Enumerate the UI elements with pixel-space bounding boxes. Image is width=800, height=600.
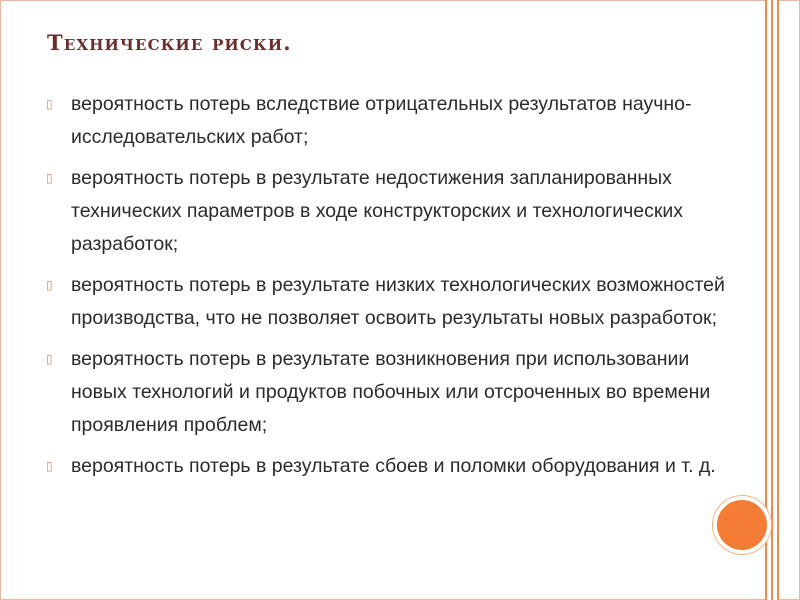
list-item-text: вероятность потерь в результате недостижения запланированных технических параметров в ходе конструкторских и технологических разработок; — [71, 167, 684, 255]
bullet-icon: ▯ — [46, 97, 53, 111]
right-decor-line-right — [777, 0, 779, 600]
list-item-text: вероятность потерь вследствие отрицательных результатов научно-исследовательских работ; — [71, 93, 692, 148]
list-item — [46, 450, 746, 483]
list-item — [46, 88, 746, 154]
list-item-text: вероятность потерь в результате возникновения при использовании новых технологий и продуктов побочных или отсроченных во времени проявления проблем; — [71, 348, 711, 436]
list-item — [46, 269, 746, 335]
list-item-text: вероятность потерь в результате сбоев и поломки оборудования и т. д. — [71, 455, 716, 477]
bullet-icon: ▯ — [46, 352, 53, 366]
bullet-icon: ▯ — [46, 278, 53, 292]
bullet-list — [46, 88, 746, 491]
slide-title: Технические риски. — [47, 30, 292, 55]
bullet-icon: ▯ — [46, 459, 53, 473]
right-decor-line-middle — [771, 0, 773, 600]
decorative-circle — [713, 496, 771, 554]
list-item — [46, 343, 746, 442]
list-item — [46, 162, 746, 261]
bullet-icon: ▯ — [46, 171, 53, 185]
list-item-text: вероятность потерь в результате низких технологических возможностей производства, что не позволяет освоить результаты новых разработок; — [71, 274, 725, 329]
